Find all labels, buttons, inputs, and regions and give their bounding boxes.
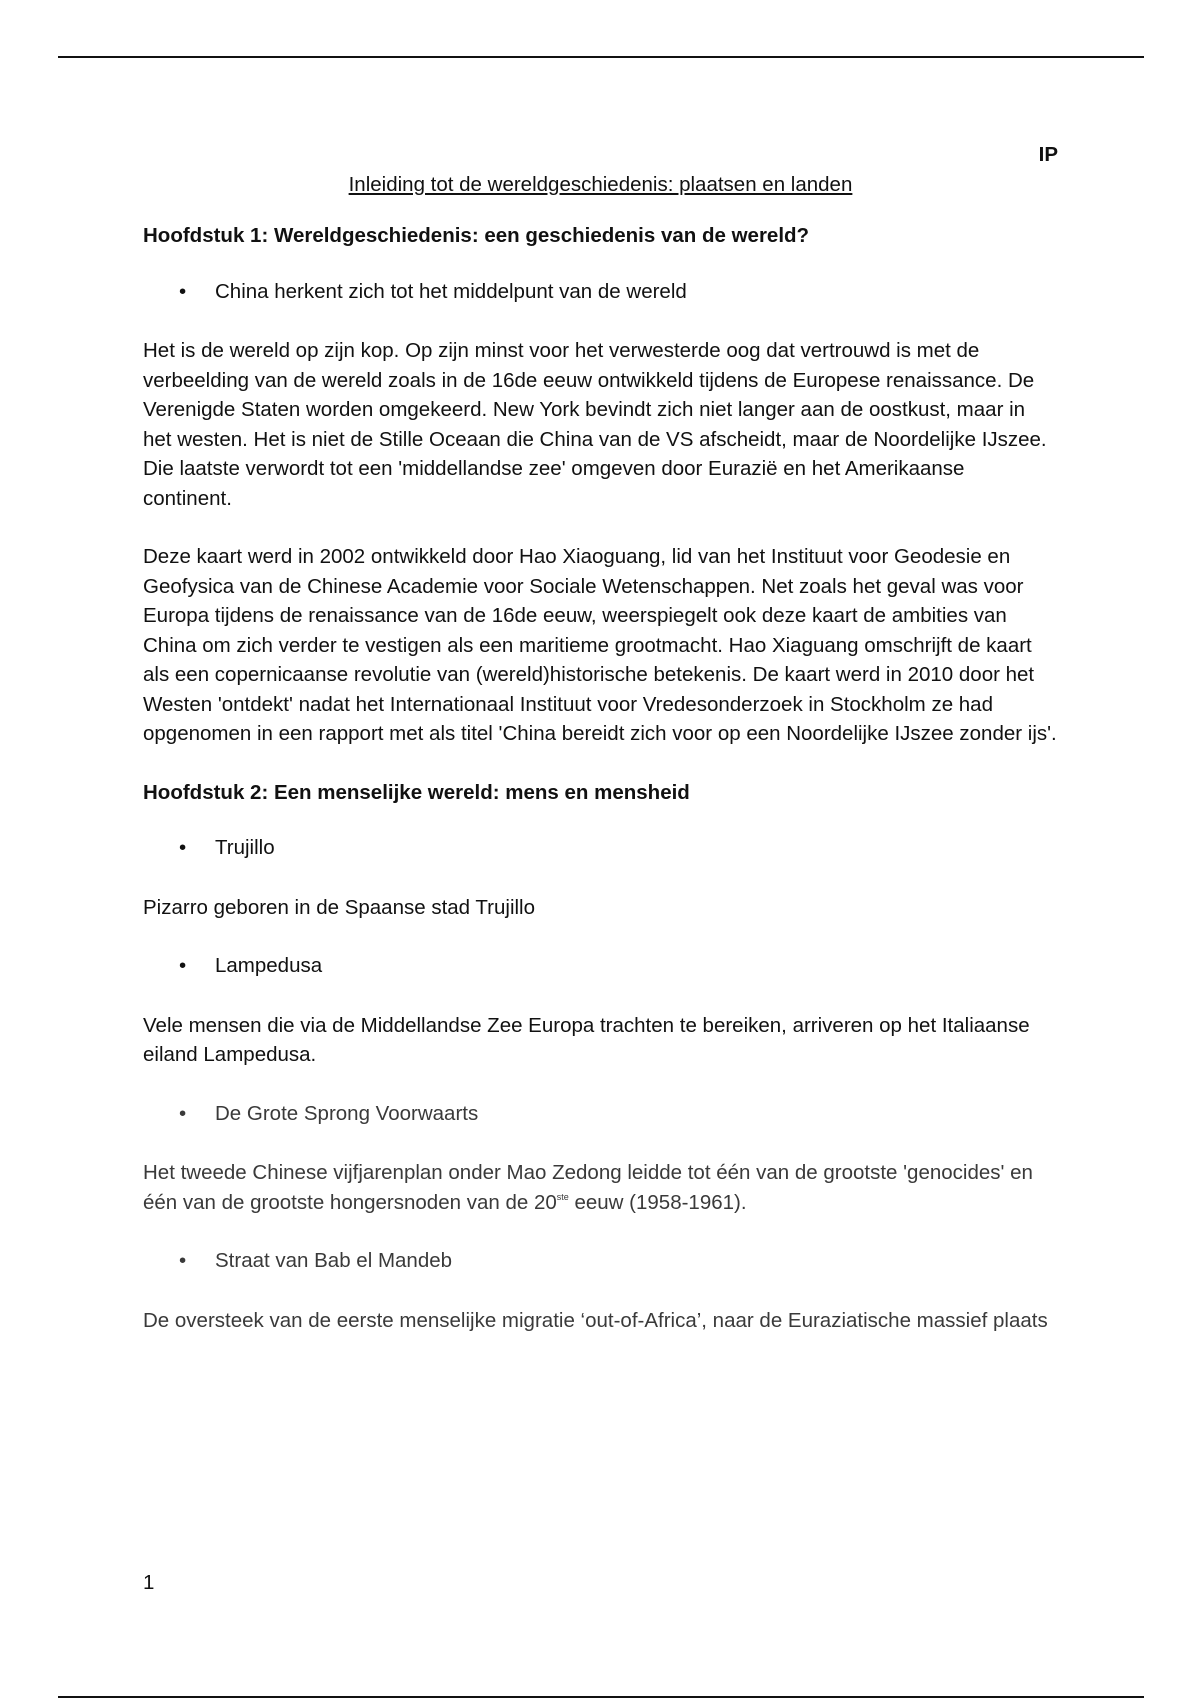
header-rule: [58, 56, 1144, 58]
list-item-label: De Grote Sprong Voorwaarts: [215, 1101, 479, 1125]
paragraph: Vele mensen die via de Middellandse Zee Europa trachten te bereiken, arriveren op het Italiaanse eiland Lampedusa.: [143, 1013, 1030, 1066]
bullet-icon: •: [179, 279, 187, 303]
paragraph: Deze kaart werd in 2002 ontwikkeld door Hao Xiaoguang, lid van het Instituut voor Geodesie en Geofysica van de Chinese Academie voor Sociale Wetenschappen. Net zoals het geval was voor Europa tijdens de renaissance van de 16de eeuw, weerspiegelt ook deze kaart de ambities van China om zich verder te vestigen als een maritieme grootmacht. Hao Xiaguang omschrijft de kaart als een copernicaanse revolutie van (wereld)historische betekenis. De kaart werd in 2010 door het Westen 'ontdekt' nadat het Internationaal Instituut voor Vredesonderzoek in Stockholm ze had opgenomen in een rapport met als titel 'China bereidt zich voor op een Noordelijke IJszee zonder ijs'.: [143, 545, 1057, 745]
list-item-label: Lampedusa: [215, 954, 323, 977]
author-initials: IP: [1038, 143, 1058, 166]
paragraph-text: Het tweede Chinese vijfjarenplan onder Mao Zedong leidde tot één van de grootste 'genocides' en één van de grootste hongersnoden van de 20: [143, 1161, 1033, 1214]
list-item-label: China herkent zich tot het middelpunt van de wereld: [215, 279, 687, 303]
list-item: [143, 277, 1058, 307]
list-item: [143, 1099, 1058, 1129]
chapter-1-heading: Hoofdstuk 1: Wereldgeschiedenis: een geschiedenis van de wereld?: [143, 224, 810, 247]
page-number: 1: [143, 1571, 155, 1594]
list-item-label: Straat van Bab el Mandeb: [215, 1249, 453, 1272]
paragraph: De oversteek van de eerste menselijke migratie ‘out-of-Africa’, naar de Euraziatische massief plaats: [143, 1308, 1048, 1332]
ordinal-suffix: ste: [556, 1191, 569, 1202]
paragraph: Het is de wereld op zijn kop. Op zijn minst voor het verwesterde oog dat vertrouwd is met de verbeelding van de wereld zoals in de 16de eeuw ontwikkeld tijdens de Europese renaissance. De Verenigde Staten worden omgekeerd. New York bevindt zich niet langer aan de oostkust, maar in het westen. Het is niet de Stille Oceaan die China van de VS afscheidt, maar de Noordelijke IJszee. Die laatste verwordt tot een 'middellandse zee' omgeven door Eurazië en het Amerikaanse continent.: [143, 339, 1047, 510]
paragraph-text: eeuw (1958-1961).: [568, 1190, 747, 1214]
list-item-label: Trujillo: [215, 836, 275, 859]
footer-rule: [58, 1696, 1144, 1698]
bullet-icon: •: [179, 1101, 187, 1125]
document-title: Inleiding tot de wereldgeschiedenis: plaatsen en landen: [348, 172, 853, 196]
paragraph: Pizarro geboren in de Spaanse stad Trujillo: [143, 895, 536, 919]
list-item: [143, 833, 1058, 863]
bullet-icon: •: [179, 954, 187, 977]
bullet-icon: •: [179, 1249, 187, 1272]
list-item: [143, 951, 1058, 981]
list-item: [143, 1246, 1058, 1276]
document-body: [143, 140, 1058, 1364]
bullet-icon: •: [179, 836, 187, 859]
paragraph: [143, 1158, 1058, 1217]
chapter-2-heading: Hoofdstuk 2: Een menselijke wereld: mens en mensheid: [143, 780, 690, 804]
